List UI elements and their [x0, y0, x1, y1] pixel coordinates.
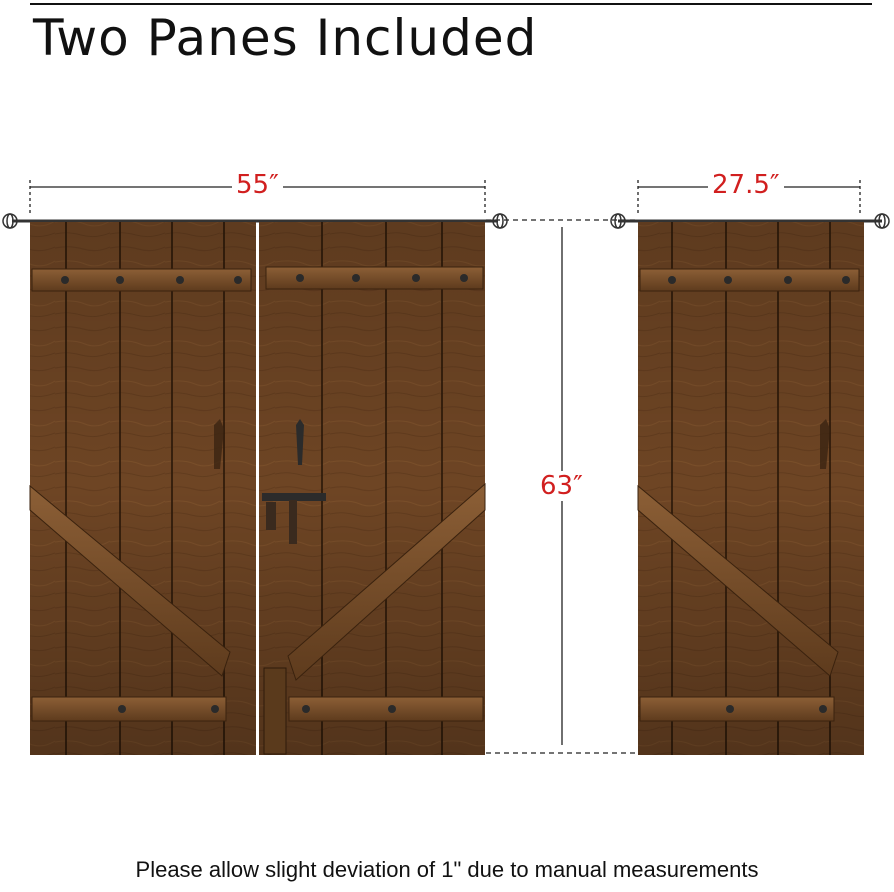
page-title: Two Panes Included [33, 9, 538, 67]
curtain-panel-2 [259, 222, 485, 755]
curtain-panel-single [638, 222, 864, 755]
curtain-panel-1 [30, 222, 256, 755]
pair-width-label: 55″ [232, 170, 283, 200]
measurement-footnote: Please allow slight deviation of 1" due to manual measurements [135, 857, 759, 882]
single-width-label: 27.5″ [708, 170, 784, 200]
height-label: 63″ [536, 471, 587, 501]
